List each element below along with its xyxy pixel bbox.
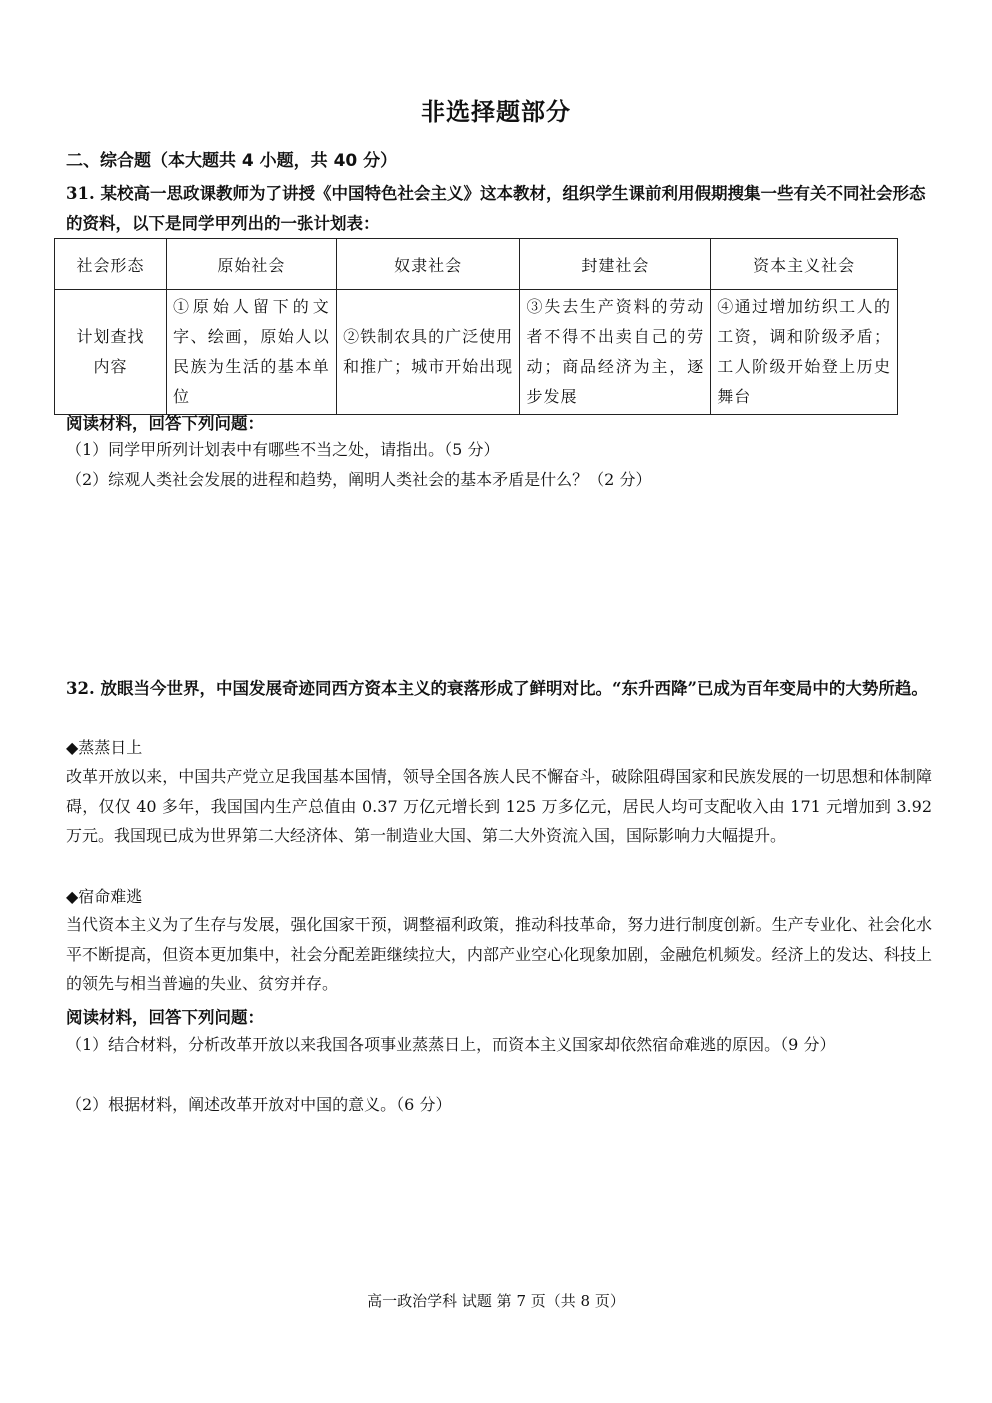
table-header-cell: 社会形态 bbox=[55, 239, 167, 290]
table-header-cell: 封建社会 bbox=[520, 239, 711, 290]
table-cell: ①原始人留下的文字、绘画，原始人以民族为生活的基本单位 bbox=[166, 290, 336, 415]
page-title: 非选择题部分 bbox=[421, 98, 571, 126]
q31-stem: 31. 某校高一思政课教师为了讲授《中国特色社会主义》这本教材，组织学生课前利用假期搜集一些有关不同社会形态的资料，以下是同学甲列出的一张计划表： bbox=[66, 184, 926, 233]
q32-question-2: （2）根据材料，阐述改革开放对中国的意义。（6 分） bbox=[66, 1095, 452, 1114]
table-cell: ④通过增加纺织工人的工资，调和阶级矛盾；工人阶级开始登上历史舞台 bbox=[711, 290, 898, 415]
row-header-text: 计划查找内容 bbox=[76, 327, 145, 376]
q32-stem: 32. 放眼当今世界，中国发展奇迹同西方资本主义的衰落形成了鲜明对比。“东升西降”已成为百年变局中的大势所趋。 bbox=[66, 679, 928, 698]
table-header-cell: 奴隶社会 bbox=[336, 239, 520, 290]
q32-material-2-heading: ◆宿命难逃 bbox=[66, 887, 143, 906]
table-row-header bbox=[55, 290, 167, 415]
section-heading: 二、综合题（本大题共 4 小题，共 40 分） bbox=[66, 151, 398, 171]
table-cell: ③失去生产资料的劳动者不得不出卖自己的劳动；商品经济为主，逐步发展 bbox=[520, 290, 711, 415]
plan-table bbox=[54, 238, 898, 415]
q32-question-1: （1）结合材料，分析改革开放以来我国各项事业蒸蒸日上，而资本主义国家却依然宿命难逃的原因。（9 分） bbox=[66, 1035, 836, 1054]
table-header-cell: 资本主义社会 bbox=[711, 239, 898, 290]
table-cell: ②铁制农具的广泛使用和推广；城市开始出现 bbox=[336, 290, 520, 415]
q31-question-1: （1）同学甲所列计划表中有哪些不当之处，请指出。（5 分） bbox=[66, 440, 500, 459]
q32-material-1-heading: ◆蒸蒸日上 bbox=[66, 738, 143, 757]
table-header-cell: 原始社会 bbox=[166, 239, 336, 290]
q31-question-2: （2）综观人类社会发展的进程和趋势，阐明人类社会的基本矛盾是什么？（2 分） bbox=[66, 470, 652, 489]
table-row bbox=[55, 290, 898, 415]
q32-material-1-text: 改革开放以来，中国共产党立足我国基本国情，领导全国各族人民不懈奋斗，破除阻碍国家和民族发展的一切思想和体制障碍，仅仅 40 多年，我国国内生产总值由 0.37 万亿元增长到 125 万多亿元，居民人均可支配收入由 171 元增加到 3.92 万元。我国现已成为世界第二大经济体、第一制造业大国、第二大外资流入国，国际影响力大幅提升。 bbox=[66, 767, 932, 845]
q32-read-heading: 阅读材料，回答下列问题： bbox=[66, 1008, 264, 1027]
table-header-row bbox=[55, 239, 898, 290]
q32-material-2-text: 当代资本主义为了生存与发展，强化国家干预，调整福利政策，推动科技革命，努力进行制度创新。生产专业化、社会化水平不断提高，但资本更加集中，社会分配差距继续拉大，内部产业空心化现象加剧，金融危机频发。经济上的发达、科技上的领先与相当普遍的失业、贫穷并存。 bbox=[66, 915, 932, 993]
q31-read-heading: 阅读材料，回答下列问题： bbox=[66, 414, 264, 433]
page-footer: 高一政治学科 试题 第 7 页（共 8 页） bbox=[367, 1292, 625, 1310]
